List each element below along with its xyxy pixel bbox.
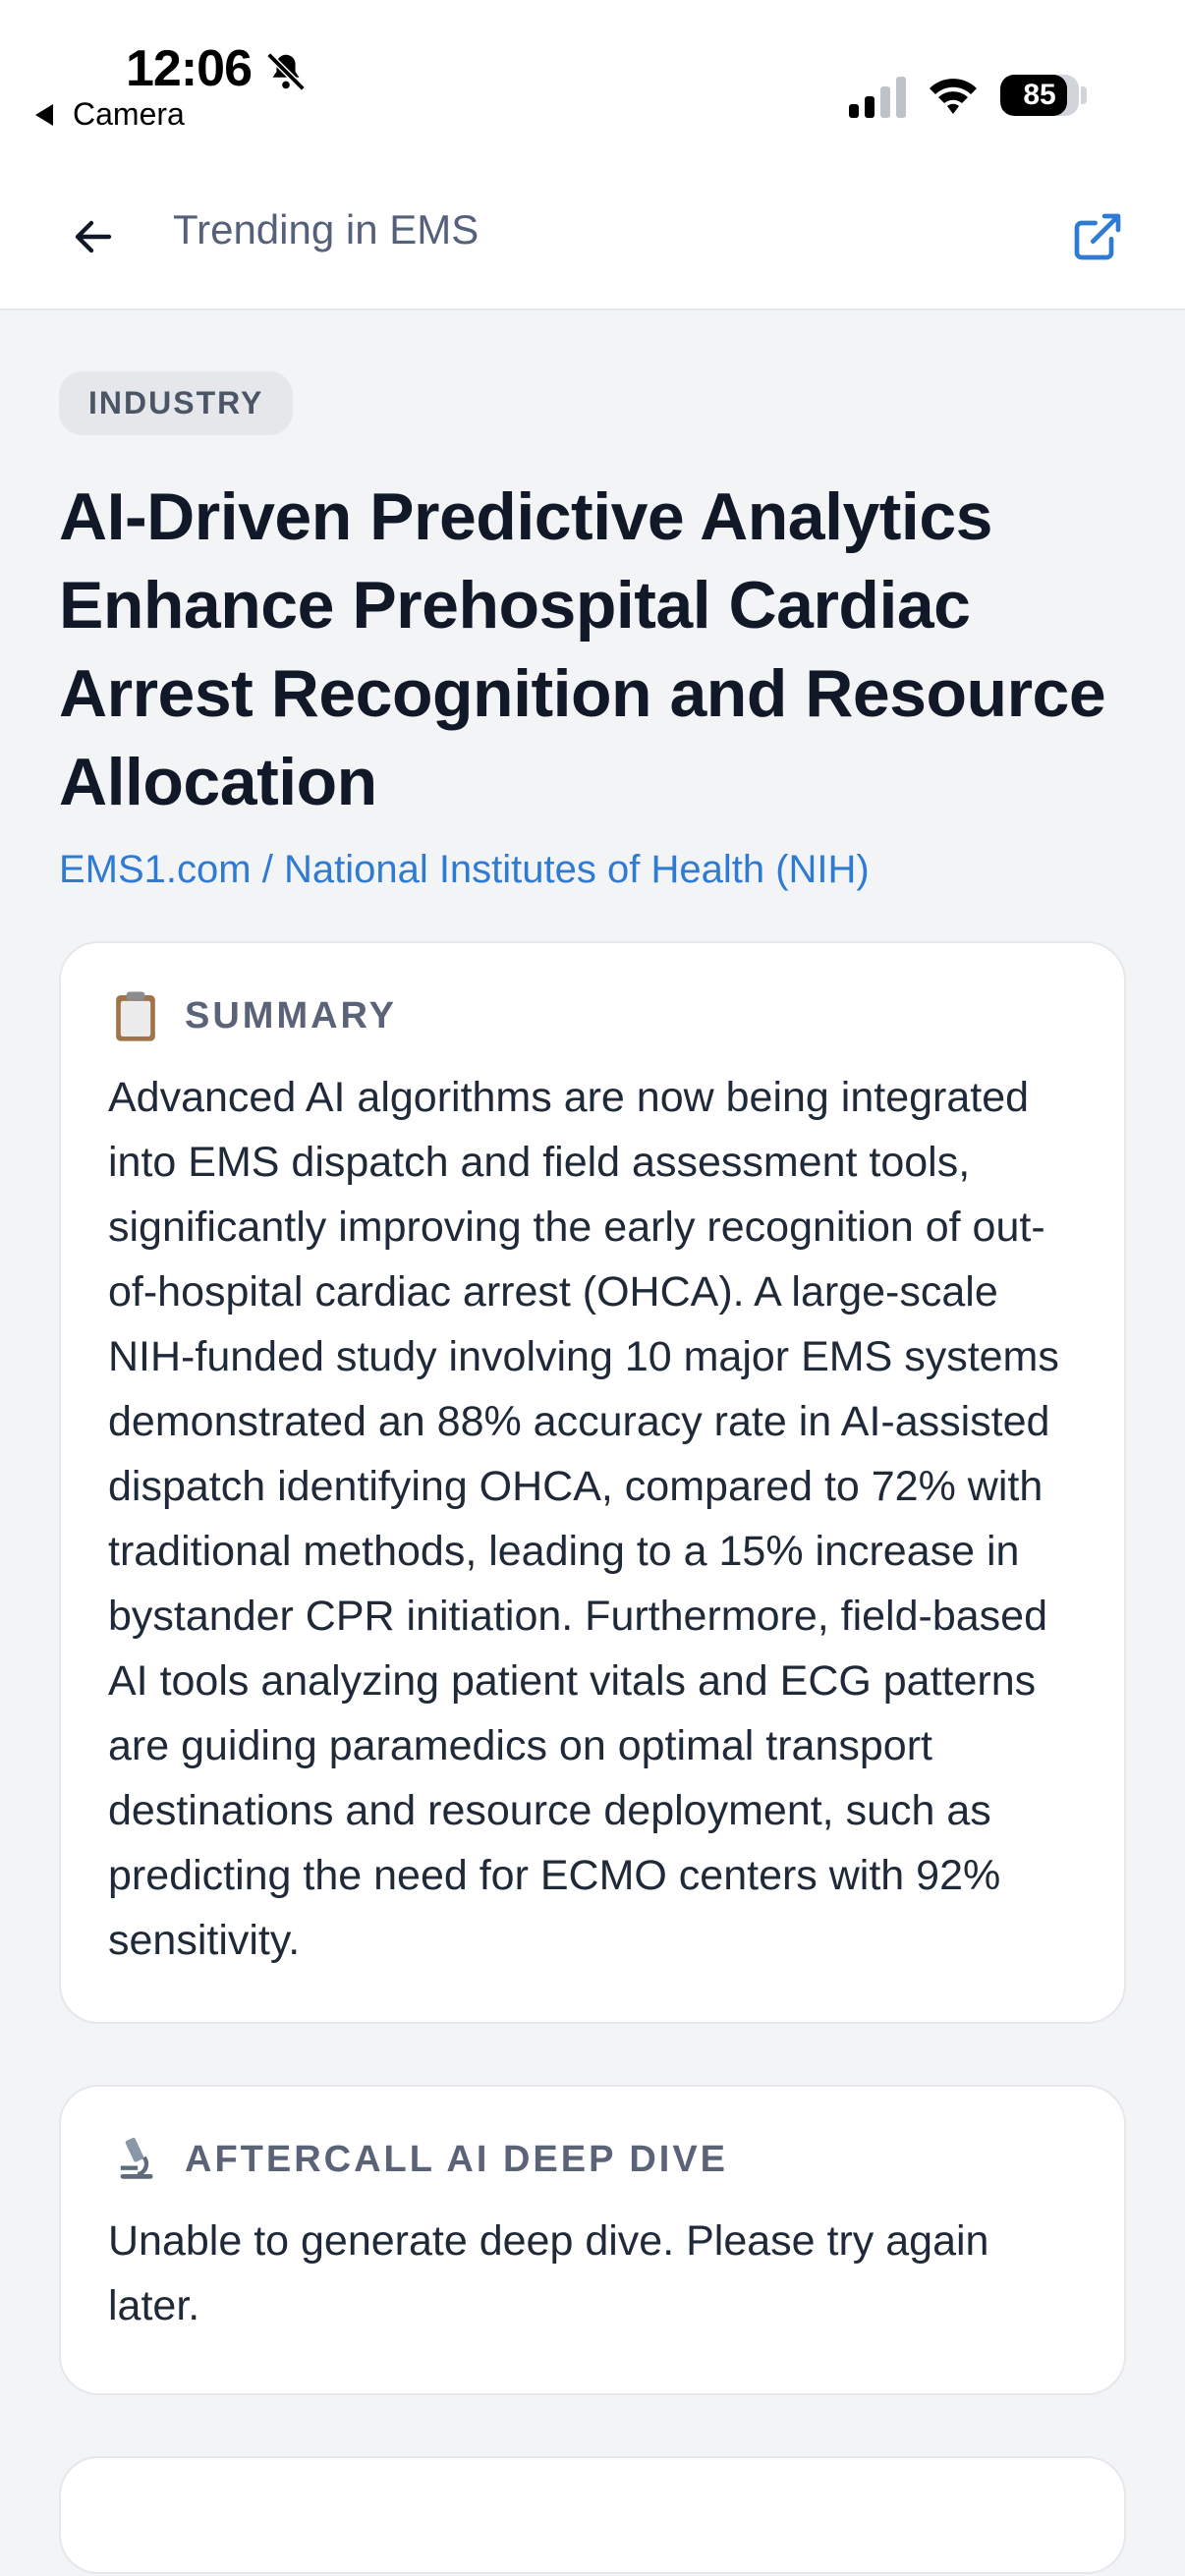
deep-dive-card <box>59 2085 1126 2395</box>
battery-icon <box>1000 75 1079 116</box>
next-card <box>59 2456 1126 2574</box>
summary-card <box>59 941 1126 2024</box>
back-to-app-link[interactable] <box>35 96 185 133</box>
deep-dive-text: Unable to generate deep dive. Please try again later. <box>108 2217 989 2329</box>
summary-text: Advanced AI algorithms are now being integrated into EMS dispatch and field assessment tools, significantly improving the early recognition of out-of-hospital cardiac arrest (OHCA). A large-scale NIH-funded study involving 10 major EMS systems demonstrated an 88% accuracy rate in AI-assisted dispatch identifying OHCA, compared to 72% with traditional methods, leading to a 15% increase in bystander CPR initiation. Furthermore, field-based AI tools analyzing patient vitals and ECG patterns are guiding paramedics on optimal transport destinations and resource deployment, such as predicting the need for ECMO centers with 92% sensitivity. <box>108 1074 1059 1964</box>
deep-dive-label: AFTERCALL AI DEEP DIVE <box>185 2138 729 2180</box>
deep-dive-header <box>108 2132 1077 2187</box>
summary-label: SUMMARY <box>185 994 397 1036</box>
status-bar <box>0 0 1185 167</box>
nav-title: Trending in EMS <box>173 206 480 252</box>
back-button[interactable] <box>59 202 128 271</box>
microscope-icon <box>108 2132 163 2187</box>
summary-header <box>108 988 1077 1043</box>
status-time: 12:06 <box>126 40 252 97</box>
article-source-link[interactable]: EMS1.com / National Institutes of Health (NIH) <box>59 848 870 891</box>
category-tag: INDUSTRY <box>59 371 293 435</box>
article-headline: AI-Driven Predictive Analytics Enhance Prehospital Cardiac Arrest Recognition and Resource Allocation <box>59 479 1106 819</box>
external-link-icon <box>1070 209 1125 264</box>
back-app-label: Camera <box>73 96 185 132</box>
bell-muted-icon <box>263 49 309 94</box>
open-external-button[interactable] <box>1063 202 1132 271</box>
battery-percent: 85 <box>1023 79 1056 111</box>
nav-bar <box>0 167 1185 310</box>
cellular-signal-icon <box>849 77 908 118</box>
article-content <box>59 310 1126 2574</box>
back-triangle-icon <box>35 104 53 126</box>
arrow-left-icon <box>70 213 117 260</box>
wifi-icon <box>928 75 979 118</box>
battery-nub <box>1081 86 1087 104</box>
clipboard-icon <box>108 988 163 1043</box>
